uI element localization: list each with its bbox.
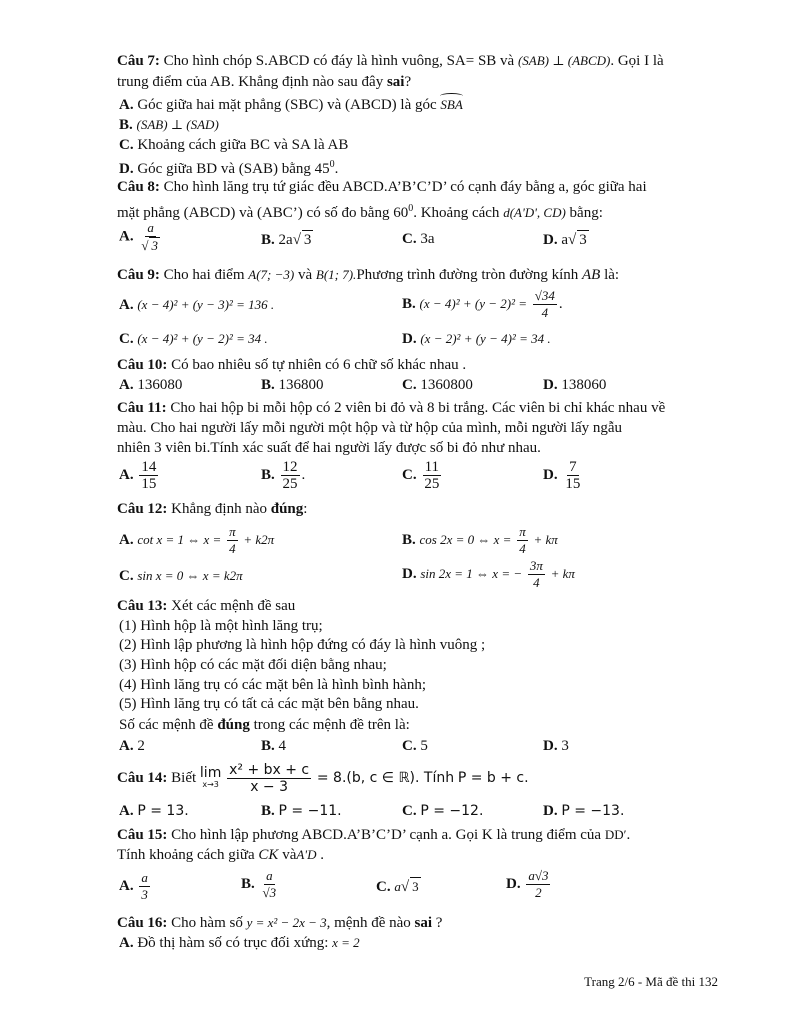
q13-c-text: 5 (420, 738, 428, 754)
q15-a-num: a (141, 870, 148, 885)
q13-s5: (5) Hình lăng trụ có tất cả các mặt bên bằng nhau. (119, 696, 419, 712)
q15-line1 (117, 826, 630, 844)
q15-c-label: C. (376, 879, 391, 895)
q7-cond: (SAB) ⊥ (ABCD) (517, 53, 611, 68)
q9-label: Câu 9: (117, 267, 160, 283)
q8-a-den: √ 3 (141, 238, 158, 253)
q9-b-den: 4 (541, 305, 549, 320)
q11-option-d (543, 459, 584, 492)
q9-text-a: Cho hai điểm (163, 267, 245, 283)
q14-num: x² + bx + c (229, 762, 310, 778)
q15-a-label: A. (119, 877, 134, 894)
q12-a-den: 4 (229, 541, 236, 556)
q13-s1: (1) Hình hộp là một hình lăng trụ; (119, 618, 323, 634)
q10-c-label: C. (402, 377, 417, 393)
q10-option-c (402, 376, 473, 394)
q8-d-text: a (561, 232, 569, 248)
q11-b-num: 12 (282, 459, 298, 475)
q8-text2a: mặt phẳng (ABCD) và (ABC’) có số đo bằng 60 (117, 205, 409, 221)
q15-d-label: D. (506, 875, 521, 892)
q15-text2b: và (282, 847, 297, 863)
q13-s3: (3) Hình hộp có các mặt đối diện bằng nhau; (119, 657, 387, 673)
q12-c-label: C. (119, 568, 134, 584)
q14-option-d (543, 802, 624, 820)
q11-d-frac (563, 459, 582, 492)
q7-c-label: C. (119, 137, 134, 153)
q7-d-label: D. (119, 161, 134, 177)
q7-text2b: sai (386, 74, 405, 90)
q14-text-a: Biết (171, 769, 197, 786)
q11-a-num: 14 (141, 459, 157, 475)
q12-text-c: : (303, 501, 308, 517)
q13-ask-b: đúng (217, 717, 250, 733)
q15-c-text: a (394, 879, 401, 894)
q13-text: Xét các mệnh đề sau (171, 598, 296, 614)
q11-c-den: 25 (424, 476, 440, 492)
q12-text-a: Khẳng định nào (171, 501, 271, 517)
q14-c-label: C. (402, 803, 417, 819)
q11-label: Câu 11: (117, 400, 167, 416)
q8-c-label: C. (402, 231, 417, 247)
q8-option-c (402, 230, 435, 248)
q14-text-b: = 8.(b, c ∈ ℝ). Tính (316, 769, 455, 786)
q11-b-end: . (301, 466, 306, 483)
q14-label: Câu 14: (117, 769, 168, 786)
q13-b-label: B. (261, 738, 275, 754)
q11-option-b (261, 459, 305, 492)
q8-text2m: d(A'D', CD) (503, 205, 566, 220)
q11-c-frac (422, 459, 441, 492)
q13-option-a (119, 737, 145, 755)
q14-c-text: P = −12. (420, 803, 484, 819)
q7-label: Câu 7: (117, 53, 160, 69)
q16-text-b: , mệnh đề nào (326, 915, 415, 931)
page-footer: Trang 2/6 - Mã đề thi 132 (584, 974, 718, 989)
q15-text2end: . (320, 847, 324, 863)
q15-option-d (506, 868, 552, 901)
q7-b-text: (SAB) ⊥ (SAD) (136, 117, 219, 132)
q12-text-b: đúng (270, 501, 304, 517)
q11-b-label: B. (261, 466, 275, 483)
q15-label: Câu 15: (117, 827, 168, 843)
q8-a-label: A. (119, 228, 134, 245)
q10-c-text: 1360800 (420, 377, 473, 393)
q15-a-den: 3 (141, 887, 148, 902)
q10-line1 (117, 356, 466, 374)
q12-d-den: 4 (533, 575, 540, 590)
q13-option-c (402, 737, 428, 755)
q11-a-frac (139, 459, 158, 492)
q12-b-num: π (519, 524, 526, 539)
q12-option-b (402, 524, 558, 557)
q7-line1 (117, 52, 664, 70)
q7-d-sup: 0 (329, 159, 335, 170)
q13-label: Câu 13: (117, 598, 168, 614)
q9-b-frac (533, 288, 557, 321)
q16-line1 (117, 914, 442, 932)
q13-line1 (117, 597, 295, 615)
q8-text2sup: 0 (408, 203, 414, 214)
q14-d-text: P = −13. (561, 803, 625, 819)
q8-a-num: a (147, 220, 154, 235)
q9-line1 (117, 266, 619, 284)
q12-b-pre: cos 2x = 0 ⇔ x = (419, 531, 512, 547)
q12-c-text: sin x = 0 ⇔ x = k2π (137, 568, 243, 583)
q8-text2c: bằng: (569, 205, 603, 221)
q9-point-b: B(1; 7). (315, 267, 357, 282)
q11-d-label: D. (543, 466, 558, 483)
q8-option-d: D. a√ 3 (543, 232, 587, 248)
q13-b-text: 4 (278, 738, 287, 754)
q11-option-a (119, 459, 160, 492)
q12-label: Câu 12: (117, 501, 168, 517)
q13-option-b (261, 737, 286, 755)
q14-d-label: D. (543, 803, 558, 819)
q9-b-label: B. (402, 295, 416, 312)
q8-label: Câu 8: (117, 179, 160, 195)
q14-line1 (117, 762, 529, 795)
q9-option-c (119, 330, 268, 348)
q16-a-label: A. (119, 935, 134, 951)
q12-a-frac (227, 524, 238, 557)
q15-b-num: a (266, 868, 273, 883)
q10-option-d (543, 376, 606, 394)
q11-d-num: 7 (569, 459, 577, 475)
q11-option-c (402, 459, 443, 492)
q11-a-label: A. (119, 466, 134, 483)
q7-a-label: A. (119, 97, 134, 113)
q14-lim-sub: x→3 (202, 779, 219, 789)
q10-b-label: B. (261, 377, 275, 393)
q9-b-num: √34 (534, 288, 555, 303)
q9-c-text: (x − 4)² + (y − 2)² = 34 . (137, 331, 268, 346)
q11-text3: nhiên 3 viên bi.Tính xác suất để hai người lấy được số bi đỏ như nhau. (117, 440, 541, 456)
q11-line3 (117, 439, 541, 457)
q10-b-text: 136800 (278, 377, 324, 393)
q15-text2ck: CK (258, 847, 279, 863)
q10-a-text: 136080 (137, 377, 183, 393)
q14-option-c (402, 802, 483, 820)
q16-func: y = x² − 2x − 3 (246, 915, 327, 930)
q8-b-rad: 3 (303, 232, 312, 248)
angle-hat-icon (440, 93, 462, 99)
q15-text1m: DD′ (604, 827, 627, 842)
q13-ask (119, 716, 410, 734)
q12-b-frac (517, 524, 528, 557)
q13-option-d (543, 737, 569, 755)
q7-text2a: trung điểm của AB. Khẳng định nào sau đây (117, 74, 387, 90)
q14-frac (227, 762, 311, 795)
q15-c-rad: 3 (412, 879, 419, 894)
q14-option-b (261, 802, 342, 820)
q12-a-num: π (229, 524, 236, 539)
q8-text2b: . Khoảng cách (413, 205, 500, 221)
q9-d-text: (x − 2)² + (y − 4)² = 34 . (420, 331, 551, 346)
q13-ask-a: Số các mệnh đề (119, 717, 218, 733)
q14-lim (199, 764, 222, 791)
q9-b-end: . (558, 295, 563, 312)
q14-a-label: A. (119, 803, 134, 819)
q13-a-text: 2 (137, 738, 145, 754)
q9-a-label: A. (119, 297, 134, 313)
q8-b-label: B. (261, 232, 275, 248)
q8-c-text: 3a (420, 231, 435, 247)
q14-den: x − 3 (250, 779, 289, 795)
q11-b-frac (281, 459, 300, 492)
q9-d-label: D. (402, 331, 417, 347)
q7-option-b (119, 116, 219, 134)
q13-d-label: D. (543, 738, 558, 754)
q12-a-label: A. (119, 531, 134, 548)
q15-text1: Cho hình lập phương ABCD.A’B’C’D’ cạnh a. Gọi K là trung điểm của (171, 827, 602, 843)
q15-text2ad: A'D (296, 847, 317, 862)
q9-text-c: Phương trình đường tròn đường kính (356, 267, 579, 283)
q15-text1end: . (626, 827, 631, 843)
q11-b-den: 25 (282, 476, 298, 492)
q14-option-a (119, 802, 189, 820)
q9-option-a (119, 296, 274, 314)
q12-line1 (117, 500, 307, 518)
q16-option-a (119, 934, 360, 952)
q14-b-text: P = −11. (278, 803, 342, 819)
q10-label: Câu 10: (117, 357, 168, 373)
q16-text-c: sai (414, 915, 433, 931)
q12-d-num: 3π (529, 558, 543, 573)
q8-a-den-rad: 3 (151, 238, 158, 253)
q9-point-a: A(7; −3) (248, 267, 295, 282)
q15-a-frac (139, 870, 150, 903)
q12-a-pre: cot x = 1 ⇔ x = (137, 531, 222, 547)
q15-option-c: C. a√ 3 (376, 879, 419, 895)
q11-c-num: 11 (424, 459, 440, 475)
q15-option-a (119, 870, 152, 903)
q8-a-frac (139, 220, 162, 254)
q13-a-label: A. (119, 738, 134, 754)
q11-line2 (117, 419, 622, 437)
q8-d-rad: 3 (579, 232, 587, 248)
q7-line2 (117, 73, 411, 91)
q13-s2: (2) Hình lập phương là hình hộp đứng có đáy là hình vuông ; (119, 637, 486, 653)
q16-text-d: ? (432, 915, 443, 931)
q10-option-b (261, 376, 324, 394)
q7-text2c: ? (404, 74, 412, 90)
q16-a-m: x = 2 (332, 935, 360, 950)
q9-text-d: là: (604, 267, 620, 283)
q8-line1 (117, 178, 647, 196)
q15-line2 (117, 846, 324, 864)
q9-c-label: C. (119, 331, 134, 347)
q7-option-c (119, 136, 348, 154)
q15-b-frac (261, 868, 279, 901)
q12-option-c (119, 567, 243, 585)
q10-d-text: 138060 (561, 377, 607, 393)
q13-c-label: C. (402, 738, 417, 754)
q8-option-b: B. 2a√ 3 (261, 232, 312, 248)
q12-b-post: + kπ (533, 531, 558, 547)
q7-a-angle (440, 96, 462, 114)
q9-option-d (402, 330, 551, 348)
q11-d-den: 15 (565, 476, 581, 492)
q14-lim-text: lim (199, 764, 222, 781)
q7-a-angle-text: SBA (440, 97, 463, 112)
q11-a-den: 15 (141, 476, 157, 492)
q13-s4: (4) Hình lăng trụ có các mặt bên là hình bình hành; (119, 677, 426, 693)
q9-text-b: và (297, 267, 313, 283)
q11-text1: Cho hai hộp bi mỗi hộp có 2 viên bi đỏ và 8 bi trắng. Các viên bi chỉ khác nhau về (170, 400, 666, 416)
q11-line1 (117, 399, 665, 417)
q12-b-label: B. (402, 531, 416, 548)
q14-b-label: B. (261, 803, 275, 819)
q7-d-end: . (334, 161, 339, 177)
q12-d-pre: sin 2x = 1 ⇔ x = − (420, 565, 523, 581)
q7-option-a (119, 96, 463, 114)
q12-d-frac (528, 558, 545, 591)
q12-b-den: 4 (519, 541, 526, 556)
q10-option-a (119, 376, 182, 394)
q10-a-label: A. (119, 377, 134, 393)
q12-option-d (402, 558, 575, 591)
q12-d-label: D. (402, 565, 417, 582)
q13-d-text: 3 (561, 738, 569, 754)
q15-d-frac (526, 868, 550, 901)
q16-label: Câu 16: (117, 915, 168, 931)
q16-a-text: Đồ thị hàm số có trục đối xứng: (137, 935, 329, 951)
q15-option-b (241, 868, 280, 901)
q14-text-c: P = b + c. (457, 769, 529, 786)
q15-b-den: √3 (262, 885, 277, 900)
q9-option-b (402, 288, 563, 321)
q7-c-text: Khoảng cách giữa BC và SA là AB (137, 137, 349, 153)
q15-d-den: 2 (535, 885, 542, 900)
q13-ask-c: trong các mệnh đề trên là: (249, 717, 410, 733)
q14-a-text: P = 13. (137, 803, 189, 819)
q9-a-text: (x − 4)² + (y − 3)² = 136 . (137, 297, 275, 312)
q11-text2: màu. Cho hai người lấy mỗi người một hộp và từ hộp của mình, mỗi người lấy ngẫu (117, 420, 623, 436)
q9-ab: AB (582, 267, 601, 283)
q10-text: Có bao nhiêu số tự nhiên có 6 chữ số khác nhau . (171, 357, 467, 373)
q16-text-a: Cho hàm số (171, 915, 243, 931)
q15-text2a: Tính khoảng cách giữa (117, 847, 255, 863)
q12-option-a (119, 524, 274, 557)
q8-line2 (117, 200, 603, 222)
q12-a-post: + k2π (243, 531, 275, 547)
q8-text1: Cho hình lăng trụ tứ giác đều ABCD.A’B’C’D’ có cạnh đáy bằng a, góc giữa hai (163, 179, 647, 195)
q11-c-label: C. (402, 466, 417, 483)
q7-d-text: Góc giữa BD và (SAB) bằng 45 (137, 161, 330, 177)
q8-option-a (119, 220, 164, 254)
q9-b-text: (x − 4)² + (y − 2)² = (419, 295, 528, 311)
q7-option-d (119, 156, 338, 178)
q8-d-label: D. (543, 232, 558, 248)
q15-b-label: B. (241, 875, 255, 892)
q7-b-label: B. (119, 117, 133, 133)
q7-text1b: . Gọi I là (610, 53, 664, 69)
q7-a-text: Góc giữa hai mặt phẳng (SBC) và (ABCD) là góc (137, 97, 437, 113)
q8-b-text: 2a (278, 232, 293, 248)
q7-text1: Cho hình chóp S.ABCD có đáy là hình vuông, SA= SB và (163, 53, 515, 69)
q10-d-label: D. (543, 377, 558, 393)
q15-d-num: a√3 (528, 868, 549, 883)
q12-d-post: + kπ (550, 565, 575, 581)
